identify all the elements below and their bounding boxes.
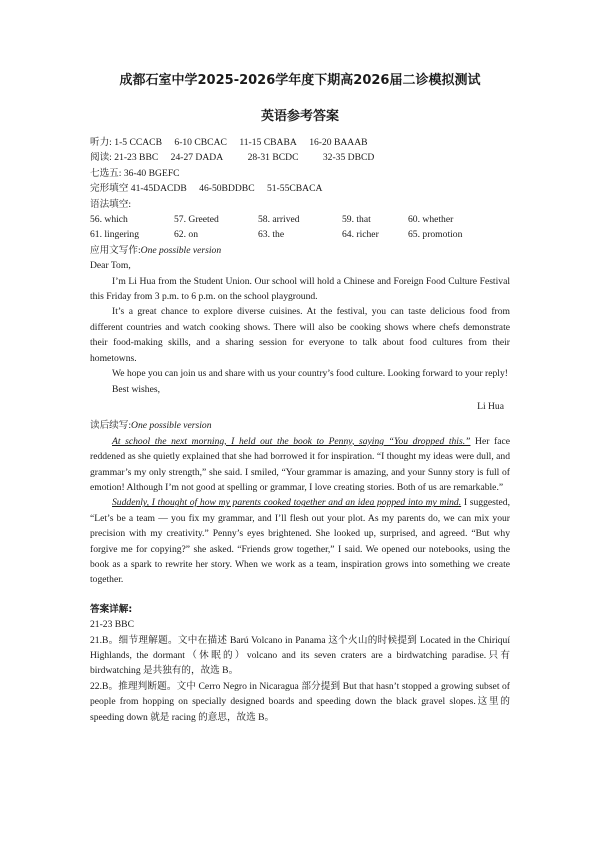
grammar-answer: 62. on bbox=[174, 229, 198, 241]
reading-label: 阅读: bbox=[90, 152, 112, 164]
continuation-version: One possible version bbox=[131, 420, 212, 432]
letter-greeting: Dear Tom, bbox=[90, 260, 131, 272]
listening-group: 6-10 CBCAC bbox=[174, 137, 227, 148]
grammar-row bbox=[90, 212, 510, 227]
listening-group: 16-20 BAAAB bbox=[309, 137, 368, 148]
story-paragraph bbox=[90, 495, 510, 587]
explanation-group: 21-23 BBC bbox=[90, 619, 134, 631]
grammar-label: 语法填空: bbox=[90, 198, 132, 210]
reading-group: 28-31 BCDC bbox=[247, 152, 299, 164]
writing-label: 应用文写作: bbox=[90, 244, 141, 256]
continuation-label: 读后续写: bbox=[90, 420, 132, 432]
listening-group: 1-5 CCACB bbox=[114, 137, 162, 148]
grammar-answer: 64. richer bbox=[342, 229, 379, 241]
listening-answers bbox=[90, 135, 510, 150]
grammar-answer: 65. promotion bbox=[408, 229, 463, 241]
letter-paragraph: We hope you can join us and share with us your country’s food culture. Looking forward to your reply! bbox=[112, 368, 508, 380]
letter-paragraph: It’s a great chance to explore diverse cuisines. At the festival, you can taste delicious food from different countries and watch cooking shows. There will also be cooking shows where chefs demonstrate their food-making skills, and a sharing session for everyone to talk about food cultures from their hometowns. bbox=[90, 306, 510, 364]
page-subtitle: 英语参考答案 bbox=[260, 109, 339, 124]
grammar-answer: 60. whether bbox=[408, 214, 454, 226]
story-text: I suggested, “Let’s be a team — you fix my grammar, and I’ll flesh out your plot. As my parents do, we can mix your precision with my creativity.” Penny’s eyes brightened. She looked up, surprised, and agreed. “But why forgive me for copying?” she asked. “Friends grow together,” I said. We opened our notebooks, using the book as a spark to rewrite her story. When we work as a team, inspiration grows into something we create together. bbox=[90, 497, 510, 586]
story-lead-sentence: Suddenly, I thought of how my parents cooked together and an idea popped into my mind. bbox=[112, 497, 462, 509]
story-text: Her face reddened as she quietly explained that she had borrowed it for inspiration. “I thought my ideas were dull, and grammar’s my only strength,” she said. I smiled, “Your grammar is amazing, and your Sunny story is full of emotion! Although I’m not good at spelling or grammar, I love creating stories. Both of us are remarkable.” bbox=[90, 435, 510, 493]
grammar-answer: 63. the bbox=[258, 229, 285, 241]
cloze-group: 46-50BDDBC bbox=[199, 183, 255, 195]
grammar-answer: 58. arrived bbox=[258, 214, 300, 226]
reading-group: 24-27 DADA bbox=[170, 152, 224, 164]
cloze-answers bbox=[90, 181, 510, 196]
continuation-heading bbox=[90, 418, 510, 433]
listening-group: 11-15 CBABA bbox=[239, 137, 297, 148]
grammar-row bbox=[90, 227, 510, 242]
cloze-group: 51-55CBACA bbox=[267, 183, 323, 195]
reading-group: 32-35 DBCD bbox=[322, 152, 375, 164]
writing-version: One possible version bbox=[140, 244, 222, 256]
story-paragraph bbox=[90, 434, 510, 496]
cloze-group: 完形填空 41-45DACDB bbox=[90, 183, 187, 195]
grammar-answer: 61. lingering bbox=[90, 229, 140, 241]
letter-signature: Li Hua bbox=[477, 400, 504, 412]
grammar-answer: 57. Greeted bbox=[174, 214, 219, 226]
reading-answers bbox=[90, 150, 510, 165]
explanation-heading: 答案详解: bbox=[90, 603, 133, 615]
listening-label: 听力: bbox=[90, 137, 112, 148]
letter-closing: Best wishes, bbox=[112, 383, 160, 395]
letter-paragraph: I’m Li Hua from the Student Union. Our school will hold a Chinese and Foreign Food Culture Festival this Friday from 3 p.m. to 6 p.m. on the school playground. bbox=[90, 275, 510, 303]
seven-five-answers: 七选五: 36-40 BGEFC bbox=[90, 167, 180, 179]
reading-group: 21-23 BBC bbox=[114, 152, 159, 164]
page-title: 成都石室中学2025-2026学年度下期高2026届二诊模拟测试 bbox=[119, 73, 481, 88]
section-gap bbox=[90, 588, 510, 602]
story-lead-sentence: At school the next morning, I held out the book to Penny, saying “You dropped this.” bbox=[112, 435, 471, 447]
explanation-item: 22.B。推理判断题。文中 Cerro Negro in Nicaragua 部分提到 But that hasn’t stopped a growing subset of people from hopping on specially designed boards and speeding down the black gravel slopes.这里的 speeding down 就是 racing 的意思，故选 B。 bbox=[90, 680, 510, 723]
writing-heading bbox=[90, 243, 510, 258]
grammar-answer: 59. that bbox=[342, 214, 371, 226]
grammar-answer: 56. which bbox=[90, 214, 128, 226]
explanation-item: 21.B。细节理解题。文中在描述 Barú Volcano in Panama 这个火山的时候提到 Located in the Chiriquí Highlands, the dormant（休眠的）volcano and its seven craters are a birdwatching paradise.只有 birdwatching 是共独有的，故选 B。 bbox=[90, 634, 510, 677]
